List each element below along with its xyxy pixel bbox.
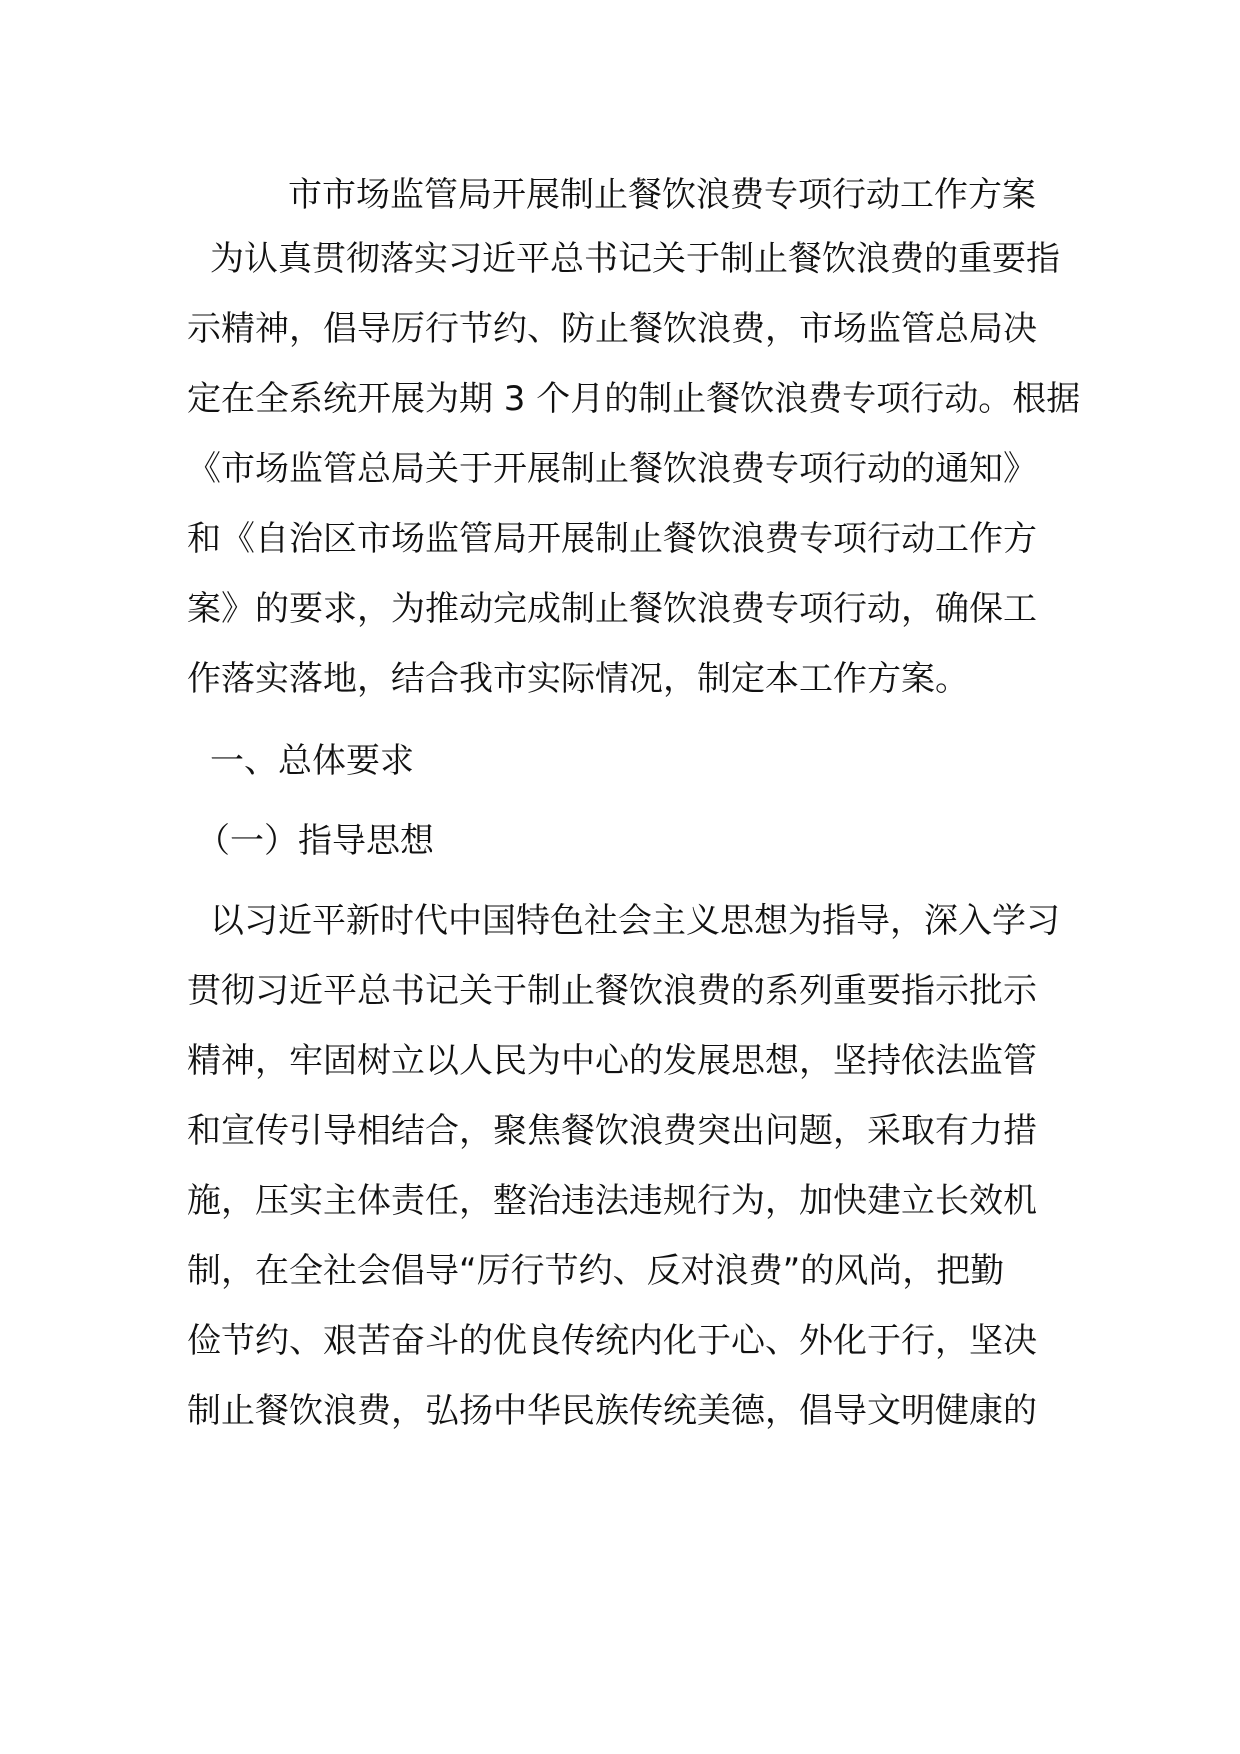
section-heading-2: （一）指导思想: [196, 821, 434, 861]
paragraph-2-line-6: 制，在全社会倡导“厉行节约、反对浪费”的风尚，把勤: [187, 1251, 1005, 1291]
document-title: 市市场监管局开展制止餐饮浪费专项行动工作方案: [288, 175, 1036, 215]
paragraph-1-line-3: 定在全系统开展为期 3 个月的制止餐饮浪费专项行动。根据: [187, 379, 1081, 419]
paragraph-2-line-5: 施，压实主体责任，整治违法违规行为，加快建立长效机: [187, 1181, 1037, 1221]
paragraph-2-line-2: 贯彻习近平总书记关于制止餐饮浪费的系列重要指示批示: [187, 971, 1037, 1011]
paragraph-1-line-2: 示精神，倡导厉行节约、防止餐饮浪费，市场监管总局决: [187, 309, 1037, 349]
paragraph-2-line-7: 俭节约、艰苦奋斗的优良传统内化于心、外化于行，坚决: [187, 1321, 1037, 1361]
paragraph-1-line-6: 案》的要求，为推动完成制止餐饮浪费专项行动，确保工: [187, 589, 1037, 629]
paragraph-1-line-7: 作落实落地，结合我市实际情况，制定本工作方案。: [187, 659, 969, 699]
paragraph-1-line-4: 《市场监管总局关于开展制止餐饮浪费专项行动的通知》: [187, 449, 1037, 489]
paragraph-2-line-8: 制止餐饮浪费，弘扬中华民族传统美德，倡导文明健康的: [187, 1391, 1037, 1431]
paragraph-2-line-1: 以习近平新时代中国特色社会主义思想为指导，深入学习: [210, 901, 1060, 941]
paragraph-1-line-5: 和《自治区市场监管局开展制止餐饮浪费专项行动工作方: [187, 519, 1037, 559]
section-heading-1: 一、总体要求: [210, 741, 414, 781]
paragraph-2-line-3: 精神，牢固树立以人民为中心的发展思想，坚持依法监管: [187, 1041, 1037, 1081]
paragraph-2-line-4: 和宣传引导相结合，聚焦餐饮浪费突出问题，采取有力措: [187, 1111, 1037, 1151]
paragraph-1-line-1: 为认真贯彻落实习近平总书记关于制止餐饮浪费的重要指: [210, 239, 1060, 279]
